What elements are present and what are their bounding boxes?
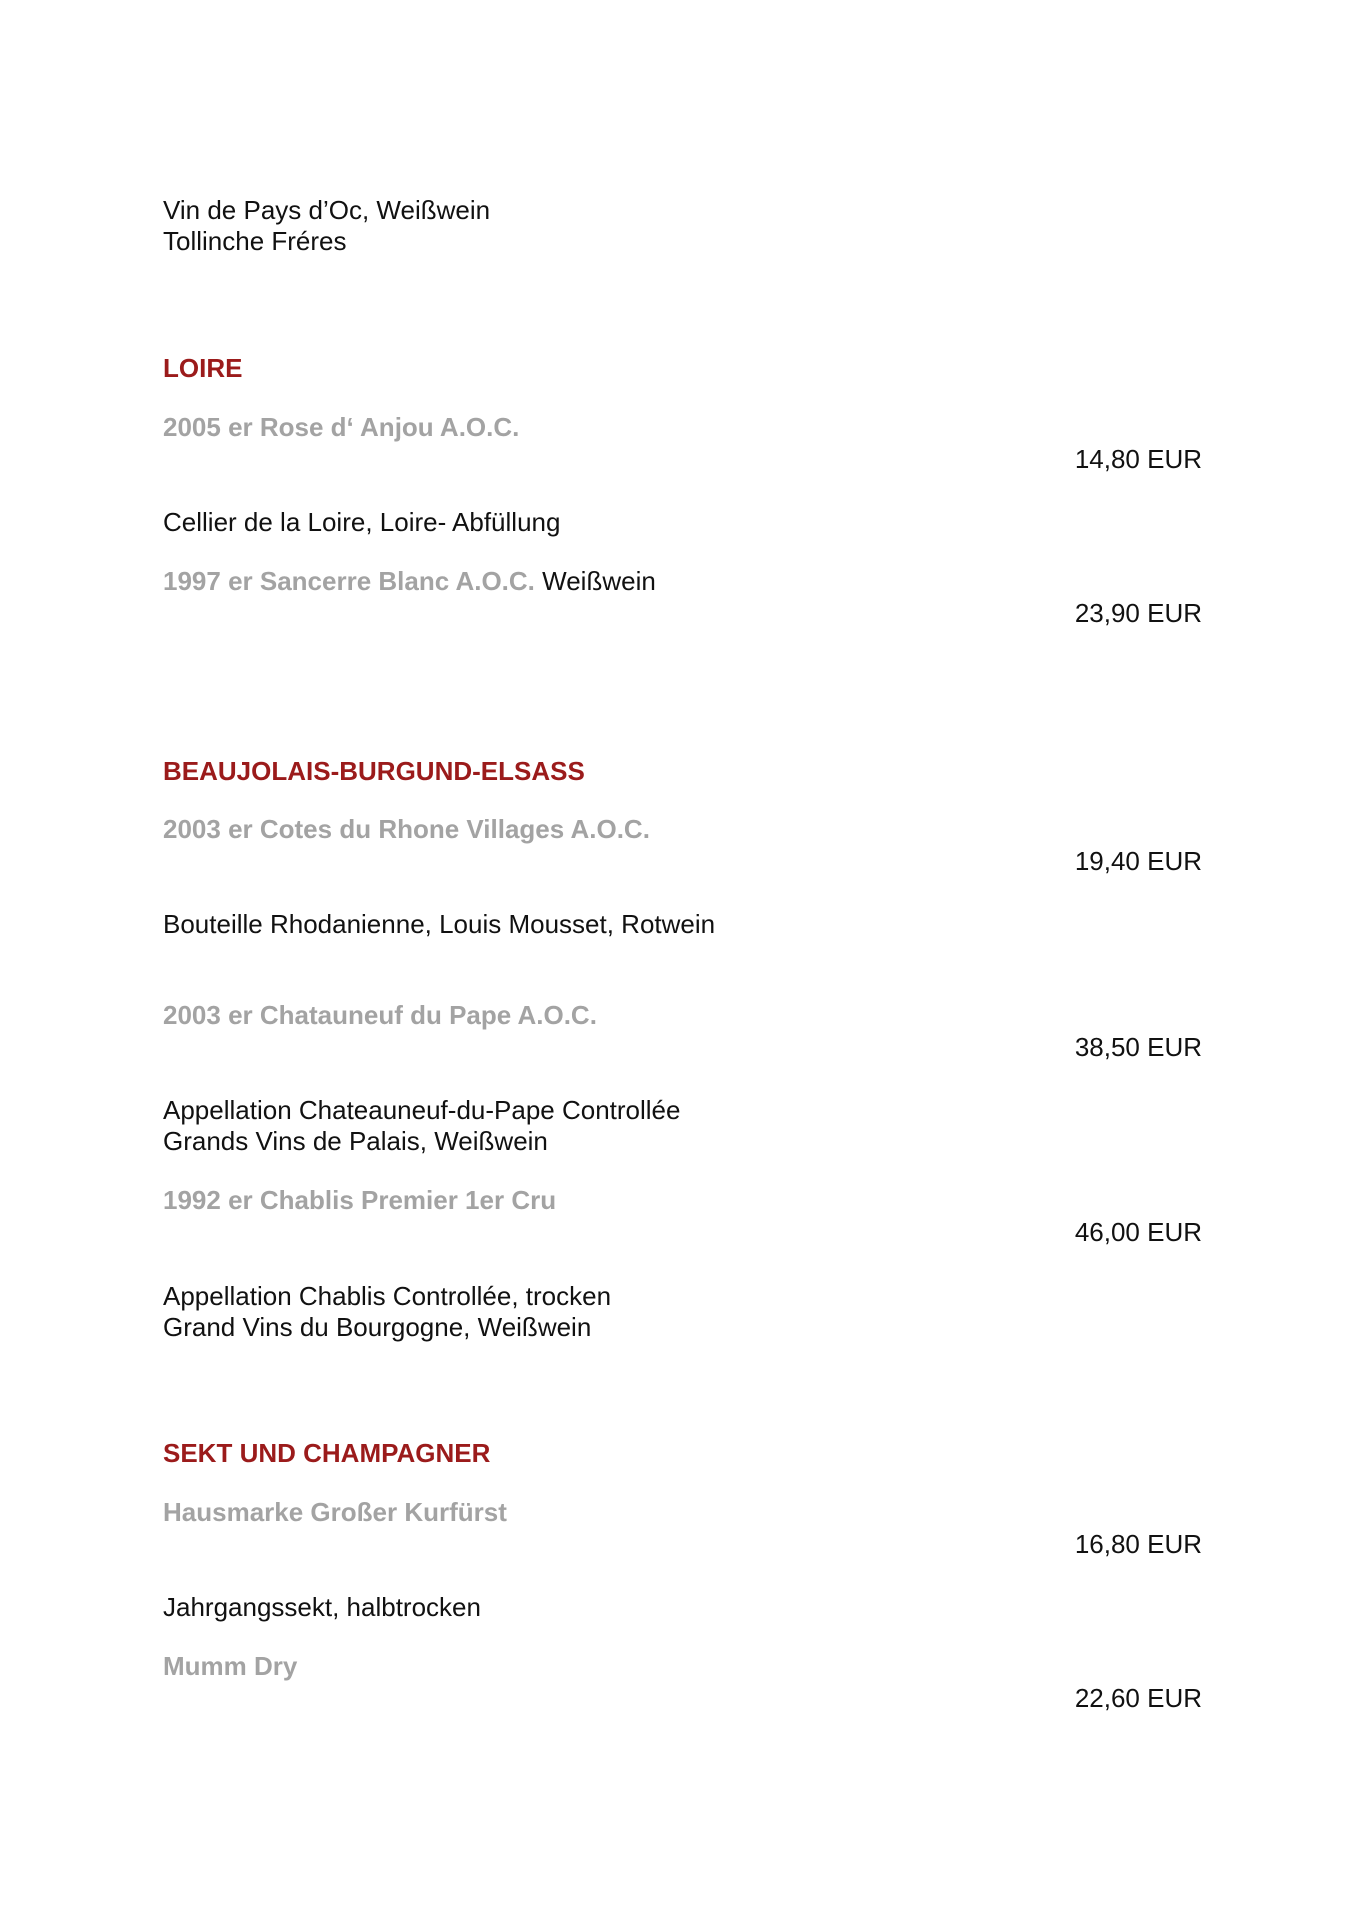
wine-name-sancerre-suffix: Weißwein xyxy=(542,566,656,596)
wine-price-chablis: 46,00 EUR xyxy=(1074,1217,1202,1247)
wine-name-mumm-dry: Mumm Dry xyxy=(163,1651,298,1681)
wine-price-rose-anjou: 14,80 EUR xyxy=(1074,444,1202,474)
wine-name-chatauneuf: 2003 er Chatauneuf du Pape A.O.C. xyxy=(163,1000,597,1030)
wine-name-sancerre-text: 1997 er Sancerre Blanc A.O.C. xyxy=(163,566,535,596)
wine-price-chatauneuf: 38,50 EUR xyxy=(1074,1032,1202,1062)
wine-name-chablis: 1992 er Chablis Premier 1er Cru xyxy=(163,1185,557,1215)
wine-price-mumm-dry: 22,60 EUR xyxy=(1074,1683,1202,1713)
wine-price-hausmarke: 16,80 EUR xyxy=(1074,1529,1202,1559)
wine-desc-cotes-du-rhone: Bouteille Rhodanienne, Louis Mousset, Rotwein xyxy=(163,909,716,939)
wine-price-sancerre: 23,90 EUR xyxy=(1074,598,1202,628)
intro-line-2: Tollinche Fréres xyxy=(163,226,347,256)
wine-desc-chablis-1: Appellation Chablis Controllée, trocken xyxy=(163,1281,612,1311)
wine-desc-hausmarke: Jahrgangssekt, halbtrocken xyxy=(163,1592,481,1622)
wine-name-rose-anjou: 2005 er Rose d‘ Anjou A.O.C. xyxy=(163,412,520,442)
wine-desc-rose-anjou: Cellier de la Loire, Loire- Abfüllung xyxy=(163,507,561,537)
section-heading-sekt: SEKT UND CHAMPAGNER xyxy=(163,1438,491,1468)
wine-desc-chablis-2: Grand Vins du Bourgogne, Weißwein xyxy=(163,1312,592,1342)
wine-price-cotes-du-rhone: 19,40 EUR xyxy=(1074,846,1202,876)
wine-desc-chatauneuf-1: Appellation Chateauneuf-du-Pape Controllée xyxy=(163,1095,681,1125)
wine-name-cotes-du-rhone: 2003 er Cotes du Rhone Villages A.O.C. xyxy=(163,814,650,844)
section-heading-burgund: BEAUJOLAIS-BURGUND-ELSASS xyxy=(163,756,585,786)
wine-desc-chatauneuf-2: Grands Vins de Palais, Weißwein xyxy=(163,1126,548,1156)
wine-name-sancerre xyxy=(163,565,656,597)
wine-name-hausmarke: Hausmarke Großer Kurfürst xyxy=(163,1497,507,1527)
section-heading-loire: LOIRE xyxy=(163,353,243,383)
intro-line-1: Vin de Pays d’Oc, Weißwein xyxy=(163,195,491,225)
